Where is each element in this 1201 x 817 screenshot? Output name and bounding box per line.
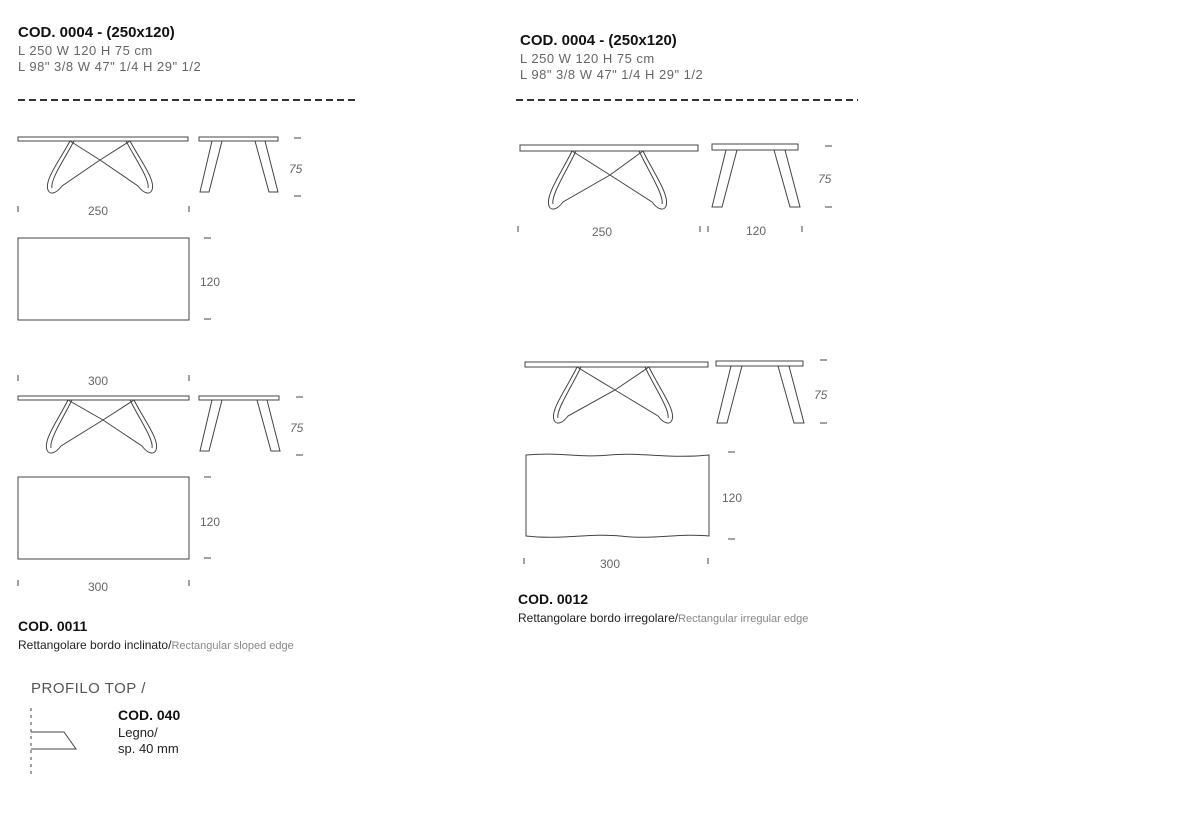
l2-height-label: 75 xyxy=(290,421,304,435)
l2-width-label: 120 xyxy=(200,515,221,529)
r2-height-label: 75 xyxy=(814,388,828,402)
r1-height-label: 75 xyxy=(818,172,832,186)
right-dims-in: L 98" 3/8 W 47" 1/4 H 29" 1/2 xyxy=(520,67,704,82)
l2-length-top-label: 300 xyxy=(88,374,109,388)
r1-side-view xyxy=(712,144,800,207)
r1-width-label: 120 xyxy=(746,224,767,238)
cod-0012-description: Rettangolare bordo irregolare/Rectangular irregular edge xyxy=(518,611,809,625)
l2-front-view xyxy=(18,396,189,453)
l1-front-view xyxy=(18,137,188,193)
profilo-top-title: PROFILO TOP / xyxy=(31,680,146,697)
l1-height-label: 75 xyxy=(289,162,303,176)
r2-length-label: 300 xyxy=(600,557,621,571)
r2-top-view-irregular xyxy=(526,454,709,537)
profilo-code: COD. 040 xyxy=(118,707,181,723)
cod-0012-title: COD. 0012 xyxy=(518,591,589,607)
r2-width-label: 120 xyxy=(722,491,743,505)
left-dims-in: L 98" 3/8 W 47" 1/4 H 29" 1/2 xyxy=(18,59,202,74)
l1-width-label: 120 xyxy=(200,275,221,289)
l1-side-view xyxy=(199,137,278,192)
r1-length-label: 250 xyxy=(592,225,613,239)
cod-0011-title: COD. 0011 xyxy=(18,618,88,634)
left-product-code: COD. 0004 - (250x120) xyxy=(18,24,175,41)
profilo-thickness: sp. 40 mm xyxy=(118,741,179,756)
profilo-material: Legno/ xyxy=(118,725,158,740)
right-product-code: COD. 0004 - (250x120) xyxy=(520,32,677,49)
cod-0011-description: Rettangolare bordo inclinato/Rectangular sloped edge xyxy=(18,638,294,652)
r2-side-view xyxy=(716,361,804,423)
l2-length-bottom-label: 300 xyxy=(88,580,109,594)
r2-front-view xyxy=(525,362,708,423)
l2-top-view xyxy=(18,477,189,559)
right-dims-cm: L 250 W 120 H 75 cm xyxy=(520,51,655,66)
l2-side-view xyxy=(199,396,280,451)
l1-length-label: 250 xyxy=(88,204,109,218)
l1-top-view xyxy=(18,238,189,320)
left-dims-cm: L 250 W 120 H 75 cm xyxy=(18,43,153,58)
profilo-edge-shape xyxy=(31,732,76,749)
r1-front-view xyxy=(520,145,698,209)
